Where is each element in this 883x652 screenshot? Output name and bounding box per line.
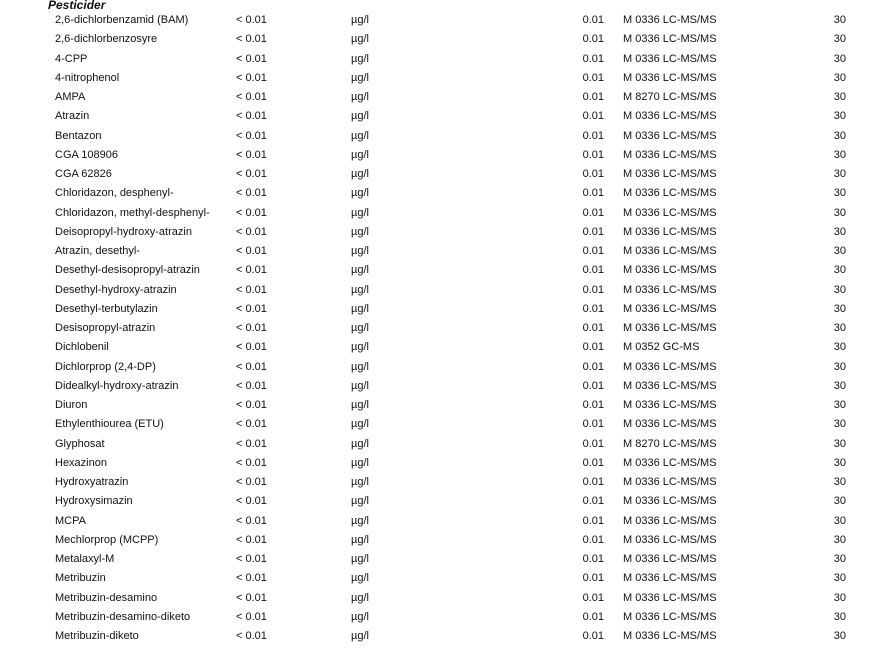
parameter-name: 2,6-dichlorbenzosyre (55, 33, 158, 46)
reference-number: 30 (833, 572, 846, 585)
detection-limit: 0.01 (582, 533, 604, 546)
method: M 0336 LC-MS/MS (623, 591, 717, 604)
unit: µg/l (351, 360, 369, 373)
table-row (0, 300, 883, 319)
parameter-name: Mechlorprop (MCPP) (55, 533, 159, 546)
method: M 0336 LC-MS/MS (623, 553, 717, 565)
method: M 0336 LC-MS/MS (623, 476, 717, 488)
unit: µg/l (351, 110, 369, 123)
parameter-name: Metribuzin-desamino-diketo (55, 610, 191, 623)
parameter-name: Atrazin, desethyl- (55, 245, 140, 257)
parameter-name: 4-CPP (55, 52, 88, 65)
parameter-name: Hydroxysimazin (55, 495, 133, 508)
method: M 0336 LC-MS/MS (623, 302, 717, 315)
table-row (0, 608, 883, 627)
reference-number: 30 (833, 533, 846, 546)
method: M 0336 LC-MS/MS (623, 71, 717, 84)
result-value: < 0.01 (236, 360, 267, 373)
reference-number: 30 (833, 495, 846, 508)
parameter-name: Metalaxyl-M (55, 553, 115, 565)
table-row (0, 107, 883, 126)
result-value: < 0.01 (236, 52, 267, 65)
reference-number: 30 (833, 33, 846, 46)
unit: µg/l (351, 418, 369, 431)
method: M 0336 LC-MS/MS (623, 225, 717, 238)
unit: µg/l (351, 264, 369, 277)
method: M 8270 LC-MS/MS (623, 91, 717, 103)
parameter-name: Chloridazon, desphenyl- (55, 187, 174, 200)
unit: µg/l (351, 148, 369, 161)
result-value: < 0.01 (236, 283, 267, 296)
result-value: < 0.01 (236, 514, 267, 527)
result-value: < 0.01 (236, 553, 267, 565)
reference-number: 30 (833, 630, 846, 642)
parameter-name: Desisopropyl-atrazin (55, 322, 156, 334)
result-value: < 0.01 (236, 399, 267, 411)
reference-number: 30 (833, 379, 846, 392)
detection-limit: 0.01 (582, 110, 604, 123)
table-row (0, 627, 883, 646)
method: M 0336 LC-MS/MS (623, 630, 717, 642)
table-row (0, 165, 883, 184)
method: M 0336 LC-MS/MS (623, 52, 717, 65)
table-row (0, 415, 883, 434)
unit: µg/l (351, 610, 369, 623)
unit: µg/l (351, 168, 369, 180)
detection-limit: 0.01 (582, 91, 604, 103)
method: M 0336 LC-MS/MS (623, 187, 717, 200)
reference-number: 30 (833, 206, 846, 219)
result-value: < 0.01 (236, 341, 267, 354)
reference-number: 30 (833, 322, 846, 334)
detection-limit: 0.01 (582, 283, 604, 296)
method: M 0336 LC-MS/MS (623, 206, 717, 219)
table-row (0, 454, 883, 473)
method: M 0336 LC-MS/MS (623, 14, 717, 26)
method: M 0336 LC-MS/MS (623, 148, 717, 161)
table-row (0, 492, 883, 511)
result-value: < 0.01 (236, 71, 267, 84)
result-value: < 0.01 (236, 187, 267, 200)
reference-number: 30 (833, 341, 846, 354)
result-value: < 0.01 (236, 610, 267, 623)
detection-limit: 0.01 (582, 264, 604, 277)
reference-number: 30 (833, 91, 846, 103)
detection-limit: 0.01 (582, 514, 604, 527)
parameter-name: Metribuzin-desamino (55, 591, 158, 604)
unit: µg/l (351, 572, 369, 585)
detection-limit: 0.01 (582, 379, 604, 392)
unit: µg/l (351, 322, 369, 334)
unit: µg/l (351, 533, 369, 546)
unit: µg/l (351, 225, 369, 238)
table-row (0, 11, 883, 30)
detection-limit: 0.01 (582, 399, 604, 411)
reference-number: 30 (833, 14, 846, 26)
parameter-name: CGA 108906 (55, 148, 118, 161)
unit: µg/l (351, 283, 369, 296)
detection-limit: 0.01 (582, 591, 604, 604)
result-value: < 0.01 (236, 437, 267, 450)
parameter-name: Bentazon (55, 129, 102, 142)
table-row (0, 319, 883, 338)
result-value: < 0.01 (236, 129, 267, 142)
table-row (0, 589, 883, 608)
detection-limit: 0.01 (582, 168, 604, 180)
table-row (0, 50, 883, 69)
detection-limit: 0.01 (582, 148, 604, 161)
method: M 0336 LC-MS/MS (623, 245, 717, 257)
parameter-name: Chloridazon, methyl-desphenyl- (55, 206, 210, 219)
table-row (0, 261, 883, 280)
result-value: < 0.01 (236, 14, 267, 26)
method: M 0336 LC-MS/MS (623, 283, 717, 296)
table-row (0, 512, 883, 531)
reference-number: 30 (833, 129, 846, 142)
table-row (0, 473, 883, 492)
parameter-name: 2,6-dichlorbenzamid (BAM) (55, 14, 189, 26)
detection-limit: 0.01 (582, 572, 604, 585)
result-value: < 0.01 (236, 630, 267, 642)
unit: µg/l (351, 245, 369, 257)
reference-number: 30 (833, 52, 846, 65)
unit: µg/l (351, 437, 369, 450)
table-row (0, 204, 883, 223)
reference-number: 30 (833, 360, 846, 373)
detection-limit: 0.01 (582, 33, 604, 46)
detection-limit: 0.01 (582, 302, 604, 315)
unit: µg/l (351, 52, 369, 65)
detection-limit: 0.01 (582, 456, 604, 469)
method: M 0336 LC-MS/MS (623, 399, 717, 411)
result-value: < 0.01 (236, 168, 267, 180)
unit: µg/l (351, 495, 369, 508)
result-value: < 0.01 (236, 322, 267, 334)
detection-limit: 0.01 (582, 206, 604, 219)
method: M 0352 GC-MS (623, 341, 700, 354)
result-value: < 0.01 (236, 572, 267, 585)
table-row (0, 531, 883, 550)
detection-limit: 0.01 (582, 225, 604, 238)
result-value: < 0.01 (236, 264, 267, 277)
unit: µg/l (351, 341, 369, 354)
reference-number: 30 (833, 553, 846, 565)
table-row (0, 69, 883, 88)
detection-limit: 0.01 (582, 360, 604, 373)
section-title: Pesticider (48, 0, 106, 12)
parameter-name: Deisopropyl-hydroxy-atrazin (55, 225, 192, 238)
parameter-name: MCPA (55, 514, 86, 527)
result-value: < 0.01 (236, 379, 267, 392)
result-value: < 0.01 (236, 245, 267, 257)
parameter-name: Metribuzin-diketo (55, 630, 139, 642)
parameter-name: Dichlorprop (2,4-DP) (55, 360, 156, 373)
parameter-name: Didealkyl-hydroxy-atrazin (55, 379, 179, 392)
table-row (0, 358, 883, 377)
detection-limit: 0.01 (582, 553, 604, 565)
reference-number: 30 (833, 476, 846, 488)
parameter-name: Metribuzin (55, 572, 106, 585)
method: M 0336 LC-MS/MS (623, 322, 717, 334)
table-row (0, 435, 883, 454)
method: M 0336 LC-MS/MS (623, 33, 717, 46)
detection-limit: 0.01 (582, 610, 604, 623)
reference-number: 30 (833, 514, 846, 527)
unit: µg/l (351, 187, 369, 200)
parameter-name: Ethylenthiourea (ETU) (55, 418, 164, 431)
parameter-name: Dichlobenil (55, 341, 109, 354)
method: M 0336 LC-MS/MS (623, 360, 717, 373)
table-row (0, 184, 883, 203)
detection-limit: 0.01 (582, 495, 604, 508)
result-value: < 0.01 (236, 533, 267, 546)
reference-number: 30 (833, 245, 846, 257)
unit: µg/l (351, 379, 369, 392)
unit: µg/l (351, 399, 369, 411)
reference-number: 30 (833, 110, 846, 123)
reference-number: 30 (833, 591, 846, 604)
table-row (0, 127, 883, 146)
result-value: < 0.01 (236, 91, 267, 103)
detection-limit: 0.01 (582, 322, 604, 334)
parameter-name: Hexazinon (55, 456, 107, 469)
parameter-name: AMPA (55, 91, 86, 103)
method: M 0336 LC-MS/MS (623, 572, 717, 585)
detection-limit: 0.01 (582, 341, 604, 354)
detection-limit: 0.01 (582, 187, 604, 200)
parameter-name: Desethyl-hydroxy-atrazin (55, 283, 177, 296)
method: M 0336 LC-MS/MS (623, 418, 717, 431)
result-value: < 0.01 (236, 456, 267, 469)
method: M 0336 LC-MS/MS (623, 264, 717, 277)
table-row (0, 569, 883, 588)
reference-number: 30 (833, 456, 846, 469)
method: M 0336 LC-MS/MS (623, 379, 717, 392)
method: M 0336 LC-MS/MS (623, 129, 717, 142)
detection-limit: 0.01 (582, 437, 604, 450)
table-row (0, 338, 883, 357)
method: M 0336 LC-MS/MS (623, 110, 717, 123)
table-row (0, 30, 883, 49)
method: M 0336 LC-MS/MS (623, 514, 717, 527)
unit: µg/l (351, 33, 369, 46)
reference-number: 30 (833, 418, 846, 431)
unit: µg/l (351, 591, 369, 604)
reference-number: 30 (833, 283, 846, 296)
reference-number: 30 (833, 399, 846, 411)
reference-number: 30 (833, 71, 846, 84)
unit: µg/l (351, 71, 369, 84)
reference-number: 30 (833, 302, 846, 315)
reference-number: 30 (833, 437, 846, 450)
detection-limit: 0.01 (582, 418, 604, 431)
result-value: < 0.01 (236, 302, 267, 315)
unit: µg/l (351, 476, 369, 488)
parameter-name: Desethyl-terbutylazin (55, 302, 158, 315)
parameter-name: Diuron (55, 399, 88, 411)
method: M 0336 LC-MS/MS (623, 168, 717, 180)
result-value: < 0.01 (236, 110, 267, 123)
detection-limit: 0.01 (582, 245, 604, 257)
unit: µg/l (351, 514, 369, 527)
unit: µg/l (351, 302, 369, 315)
table-row (0, 281, 883, 300)
parameter-name: Desethyl-desisopropyl-atrazin (55, 264, 200, 277)
parameter-name: 4-nitrophenol (55, 71, 120, 84)
table-row (0, 396, 883, 415)
unit: µg/l (351, 14, 369, 26)
parameter-name: Atrazin (55, 110, 90, 123)
detection-limit: 0.01 (582, 52, 604, 65)
unit: µg/l (351, 630, 369, 642)
parameter-name: CGA 62826 (55, 168, 112, 180)
reference-number: 30 (833, 148, 846, 161)
table-row (0, 223, 883, 242)
result-value: < 0.01 (236, 225, 267, 238)
result-value: < 0.01 (236, 206, 267, 219)
table-row (0, 88, 883, 107)
result-value: < 0.01 (236, 476, 267, 488)
method: M 8270 LC-MS/MS (623, 437, 717, 450)
unit: µg/l (351, 553, 369, 565)
table-row (0, 146, 883, 165)
result-value: < 0.01 (236, 495, 267, 508)
unit: µg/l (351, 206, 369, 219)
reference-number: 30 (833, 610, 846, 623)
detection-limit: 0.01 (582, 630, 604, 642)
result-value: < 0.01 (236, 418, 267, 431)
method: M 0336 LC-MS/MS (623, 610, 717, 623)
detection-limit: 0.01 (582, 476, 604, 488)
result-value: < 0.01 (236, 591, 267, 604)
result-value: < 0.01 (236, 148, 267, 161)
table-row (0, 377, 883, 396)
result-value: < 0.01 (236, 33, 267, 46)
parameter-name: Hydroxyatrazin (55, 476, 129, 488)
table-row (0, 550, 883, 569)
detection-limit: 0.01 (582, 71, 604, 84)
unit: µg/l (351, 456, 369, 469)
reference-number: 30 (833, 225, 846, 238)
method: M 0336 LC-MS/MS (623, 495, 717, 508)
reference-number: 30 (833, 264, 846, 277)
method: M 0336 LC-MS/MS (623, 533, 717, 546)
unit: µg/l (351, 129, 369, 142)
detection-limit: 0.01 (582, 129, 604, 142)
detection-limit: 0.01 (582, 14, 604, 26)
reference-number: 30 (833, 168, 846, 180)
unit: µg/l (351, 91, 369, 103)
method: M 0336 LC-MS/MS (623, 456, 717, 469)
table-row (0, 242, 883, 261)
reference-number: 30 (833, 187, 846, 200)
results-table (0, 11, 883, 646)
parameter-name: Glyphosat (55, 437, 105, 450)
